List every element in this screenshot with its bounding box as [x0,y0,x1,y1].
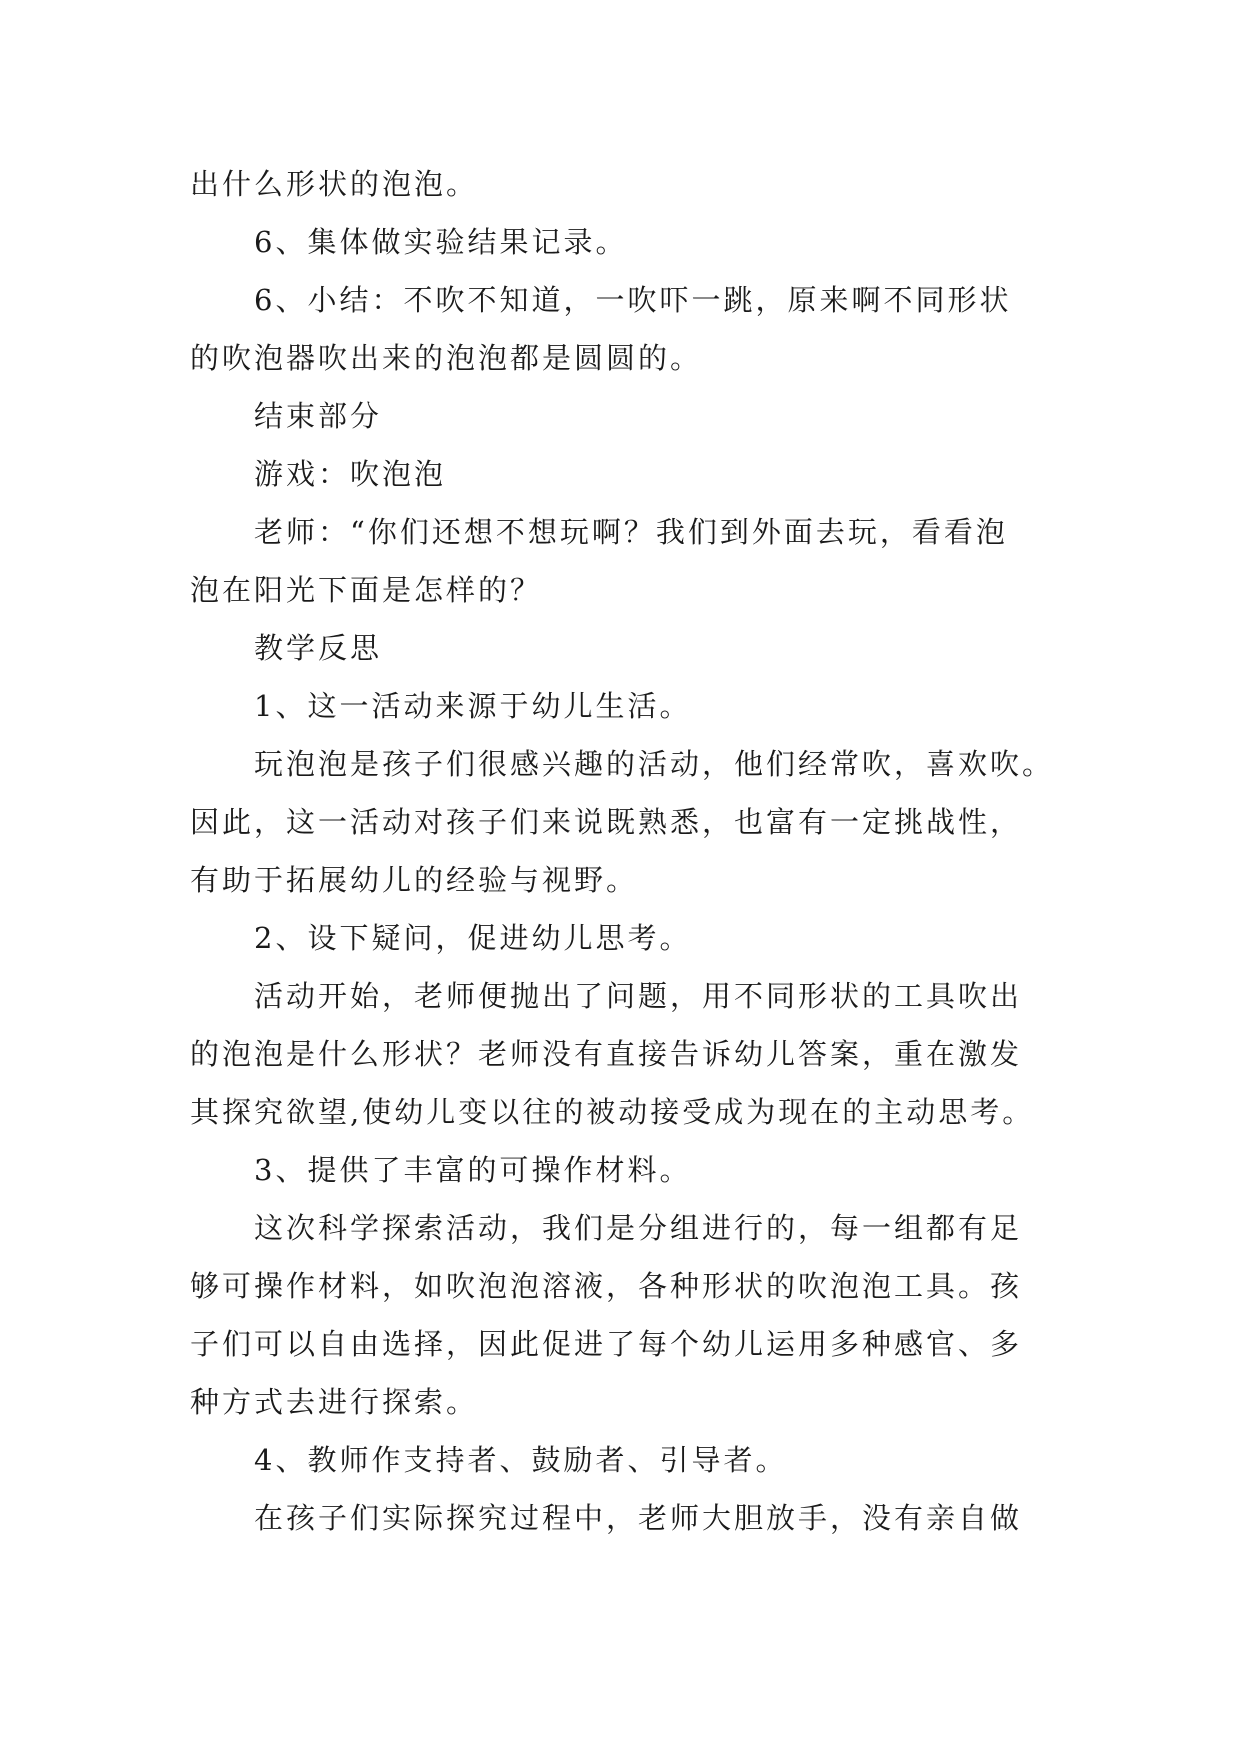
text-line: 其探究欲望,使幼儿变以往的被动接受成为现在的主动思考。 [190,1095,1035,1129]
text-line: 3、提供了丰富的可操作材料。 [254,1153,692,1187]
text-line: 玩泡泡是孩子们很感兴趣的活动，他们经常吹，喜欢吹。 [254,747,1055,781]
text-line: 1、这一活动来源于幼儿生活。 [254,689,692,723]
text-line: 出什么形状的泡泡。 [190,167,479,201]
text-line: 种方式去进行探索。 [190,1385,479,1419]
text-line: 够可操作材料，如吹泡泡溶液，各种形状的吹泡泡工具。孩 [190,1269,1023,1303]
text-line: 这次科学探索活动，我们是分组进行的，每一组都有足 [254,1211,1023,1245]
text-line: 2、设下疑问，促进幼儿思考。 [254,921,692,955]
text-line: 在孩子们实际探究过程中，老师大胆放手，没有亲自做 [254,1501,1023,1535]
text-line: 6、小结：不吹不知道，一吹吓一跳，原来啊不同形状 [254,283,1012,317]
text-line: 游戏：吹泡泡 [254,457,447,491]
text-line: 的吹泡器吹出来的泡泡都是圆圆的。 [190,341,703,375]
text-line: 4、教师作支持者、鼓励者、引导者。 [254,1443,788,1477]
section-heading: 结束部分 [254,399,383,433]
text-line: 老师：“你们还想不想玩啊？我们到外面去玩，看看泡 [254,515,1008,549]
text-line: 因此，这一活动对孩子们来说既熟悉，也富有一定挑战性， [190,805,1023,839]
document-body [190,155,1060,1547]
section-heading: 教学反思 [254,631,383,665]
text-line: 的泡泡是什么形状？老师没有直接告诉幼儿答案，重在激发 [190,1037,1023,1071]
text-line: 6、集体做实验结果记录。 [254,225,628,259]
text-line: 泡在阳光下面是怎样的？ [190,573,543,607]
text-line: 活动开始，老师便抛出了问题，用不同形状的工具吹出 [254,979,1023,1013]
text-line: 子们可以自由选择，因此促进了每个幼儿运用多种感官、多 [190,1327,1023,1361]
text-line: 有助于拓展幼儿的经验与视野。 [190,863,639,897]
